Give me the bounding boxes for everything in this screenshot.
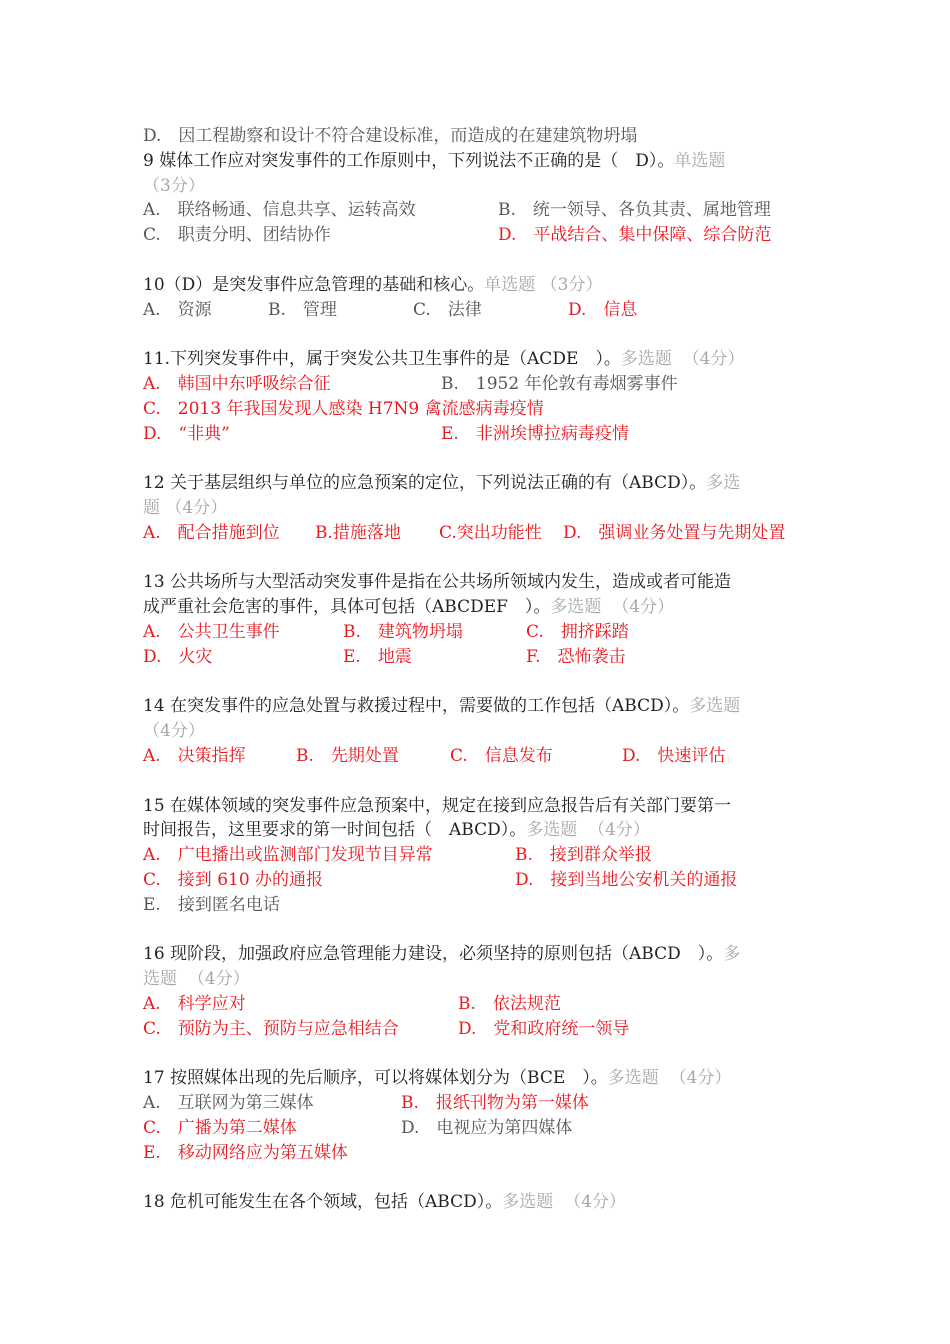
q16-type: 多 (723, 944, 741, 965)
q14-type: 多选题 (689, 696, 741, 717)
q9-score: （3分） (143, 175, 205, 196)
q18-type: 多选题 (502, 1192, 554, 1213)
q15-stem-line2: 时间报告，这里要求的第一时间包括（ ABCD）。 多选题 （4分） (143, 818, 815, 843)
q17-score: （4分） (669, 1068, 732, 1089)
q17-options-row2 (143, 1116, 815, 1141)
q13-stem-line1: 13 公共场所与大型活动突发事件是指在公共场所领域内发生，造成或者可能造 (143, 572, 732, 593)
q12-option-d: D. 强调业务处置与先期处置 (563, 522, 786, 543)
q13-option-e: E. 地震 (343, 646, 412, 667)
q15-stem-line1: 15 在媒体领域的突发事件应急预案中，规定在接到应急报告后有关部门要第一 (143, 795, 732, 816)
q13-option-a: A. 公共卫生事件 (143, 621, 280, 642)
q15-option-a: A. 广电播出或监测部门发现节目异常 (143, 845, 433, 866)
q11-stem: 11.下列突发事件中，属于突发公共卫生事件的是（ACDE ）。 多选题 （4分） (143, 347, 815, 372)
q15-option-b: B. 接到群众举报 (515, 845, 652, 866)
q10-stem: 10（D）是突发事件应急管理的基础和核心。 单选题 （3分） (143, 273, 815, 298)
q11-option-d: D. “非典” (143, 423, 230, 444)
q12-options (143, 521, 815, 546)
q14-score: （4分） (143, 721, 205, 742)
q9-option-c: C. 职责分明、团结协作 (143, 225, 331, 246)
q11-option-c: C. 2013 年我国发现人感染 H7N9 禽流感病毒疫情 (143, 398, 544, 419)
q10-option-d: D. 信息 (568, 299, 638, 320)
q17-option-d: D. 电视应为第四媒体 (401, 1117, 573, 1138)
q17-stem: 17 按照媒体出现的先后顺序，可以将媒体划分为（BCE ）。 多选题 （4分） (143, 1066, 815, 1091)
q15-option-e: E. 接到匿名电话 (143, 894, 280, 915)
q16-stem: 16 现阶段，加强政府应急管理能力建设，必须坚持的原则包括（ABCD ）。 多 (143, 942, 815, 967)
q11-option-b: B. 1952 年伦敦有毒烟雾事件 (441, 373, 678, 394)
q9-option-a: A. 联络畅通、信息共享、运转高效 (143, 200, 416, 221)
q17-option-e: E. 移动网络应为第五媒体 (143, 1142, 348, 1163)
q14-option-a: A. 决策指挥 (143, 745, 246, 766)
exam-page (143, 124, 815, 1215)
q14-option-b: B. 先期处置 (296, 745, 399, 766)
q10-type: 单选题 (484, 274, 536, 295)
q15-options-row2 (143, 868, 815, 893)
q10-option-a: A. 资源 (143, 299, 212, 320)
q16-option-a: A. 科学应对 (143, 993, 246, 1014)
q13-options-row2 (143, 645, 815, 670)
q8-option-d: D. 因工程勘察和设计不符合建设标准，而造成的在建建筑物坍塌 (143, 126, 638, 146)
q17-options-row1 (143, 1091, 815, 1116)
q9-type: 单选题 (674, 150, 726, 171)
q16-options-row1 (143, 992, 815, 1017)
q13-option-f: F. 恐怖袭击 (526, 646, 626, 667)
q16-type-score: 选题 （4分） (143, 969, 250, 990)
q10-score: （3分） (540, 274, 603, 295)
q14-option-d: D. 快速评估 (622, 745, 726, 766)
q12-option-a: A. 配合措施到位 (143, 522, 280, 543)
q14-option-c: C. 信息发布 (450, 745, 553, 766)
q18-stem: 18 危机可能发生在各个领域，包括（ABCD）。 多选题 （4分） (143, 1190, 815, 1215)
q13-type: 多选题 (550, 597, 602, 618)
q13-stem-line2: 成严重社会危害的事件，具体可包括（ABCDEF ）。 多选题 （4分） (143, 595, 815, 620)
q12-type: 多选 (706, 473, 741, 494)
q10-option-b: B. 管理 (268, 299, 337, 320)
q16-option-c: C. 预防为主、预防与应急相结合 (143, 1018, 399, 1039)
q15-options-row1 (143, 843, 815, 868)
q15-score: （4分） (588, 820, 650, 841)
q13-score: （4分） (612, 597, 675, 618)
q12-option-b: B.措施落地 (315, 522, 401, 543)
q9-option-b: B. 统一领导、各负其责、属地管理 (498, 200, 771, 221)
q13-option-d: D. 火灾 (143, 646, 213, 667)
q17-option-c: C. 广播为第二媒体 (143, 1117, 297, 1138)
q17-option-a: A. 互联网为第三媒体 (143, 1093, 314, 1114)
q11-score: （4分） (682, 349, 745, 370)
q9-options-row2 (143, 223, 815, 248)
q17-option-b: B. 报纸刊物为第一媒体 (401, 1093, 589, 1114)
q17-type: 多选题 (607, 1068, 659, 1089)
q16-option-d: D. 党和政府统一领导 (458, 1018, 630, 1039)
q15-type: 多选题 (526, 820, 578, 841)
q14-options (143, 744, 815, 769)
q16-options-row2 (143, 1017, 815, 1042)
q12-option-c: C.突出功能性 (439, 522, 542, 543)
q12-type-score: 题 （4分） (143, 497, 228, 518)
q18-score: （4分） (564, 1192, 626, 1213)
q12-stem: 12 关于基层组织与单位的应急预案的定位，下列说法正确的有（ABCD）。 多选 (143, 471, 815, 496)
q9-option-d: D. 平战结合、集中保障、综合防范 (498, 225, 772, 246)
q11-options-row3 (143, 422, 815, 447)
q9-options-row1 (143, 198, 815, 223)
q11-type: 多选题 (620, 349, 672, 370)
q15-option-d: D. 接到当地公安机关的通报 (515, 869, 738, 890)
q10-option-c: C. 法律 (413, 299, 482, 320)
q14-stem: 14 在突发事件的应急处置与救援过程中，需要做的工作包括（ABCD）。 多选题 (143, 694, 815, 719)
q11-option-e: E. 非洲埃博拉病毒疫情 (441, 423, 629, 444)
q11-options-row1 (143, 372, 815, 397)
q13-option-c: C. 拥挤踩踏 (526, 621, 629, 642)
q16-option-b: B. 依法规范 (458, 993, 561, 1014)
q15-option-c: C. 接到 610 办的通报 (143, 869, 324, 890)
q11-option-a: A. 韩国中东呼吸综合征 (143, 373, 331, 394)
q13-option-b: B. 建筑物坍塌 (343, 621, 463, 642)
q10-options (143, 298, 815, 323)
q9-stem: 9 媒体工作应对突发事件的工作原则中，下列说法不正确的是（ D）。 单选题 (143, 149, 815, 174)
q13-options-row1 (143, 620, 815, 645)
